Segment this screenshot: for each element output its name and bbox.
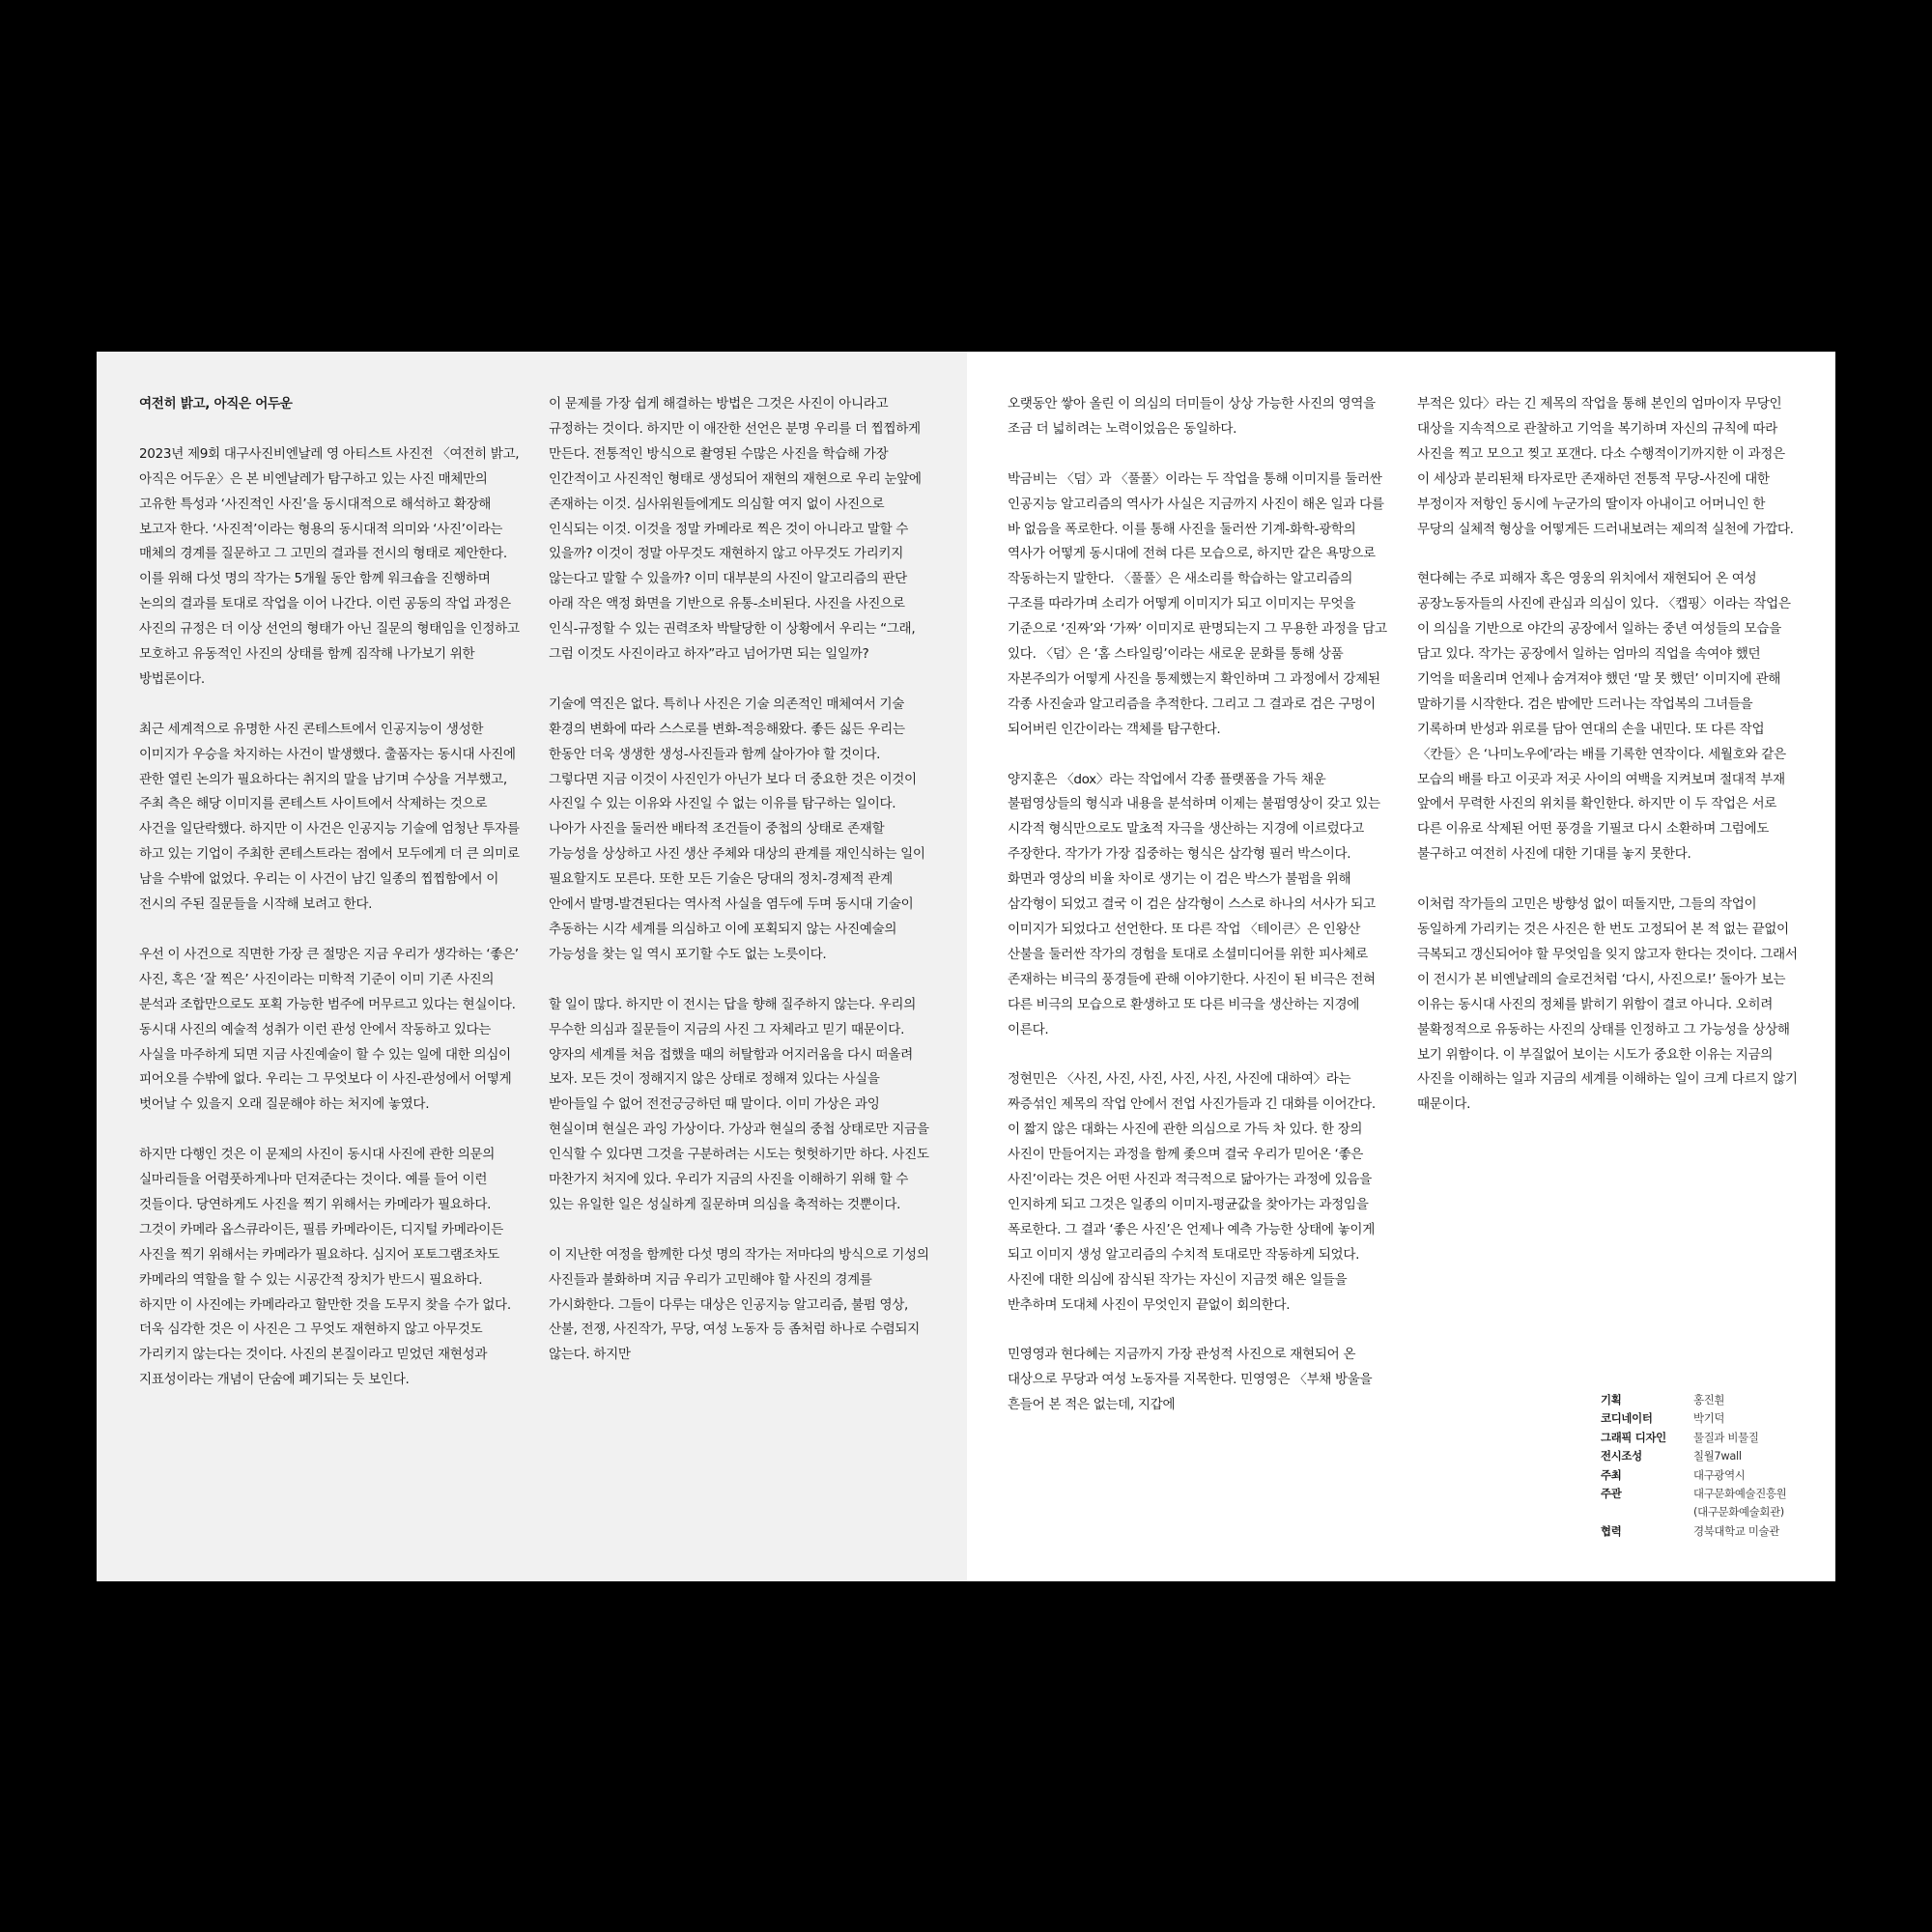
credit-name-line: 경북대학교 미술관	[1693, 1523, 1779, 1538]
credit-role: 협력	[1601, 1523, 1622, 1538]
paragraph: 이 지난한 여정을 함께한 다섯 명의 작가는 저마다의 방식으로 기성의 사진들과 불화하며 지금 우리가 고민해야 할 사진의 경계를 가시화한다. 그들이 다루는 대상은 인공지능 알고리즘, 불펌 영상, 산불, 전쟁, 사진작가, 무당, 여성 노동자 등 좀처럼 하나로 수렴되지 않는다. 하지만	[549, 1246, 929, 1363]
credit-name-line: 박기덕	[1693, 1411, 1725, 1426]
credit-row	[1601, 1409, 1813, 1428]
paragraph: 최근 세계적으로 유명한 사진 콘테스트에서 인공지능이 생성한 이미지가 우승을 차지하는 사건이 발생했다. 출품자는 동시대 사진에 관한 열린 논의가 필요하다는 취지의 말을 남기며 수상을 거부했고, 주최 측은 해당 이미지를 콘테스트 사이트에서 삭제하는 것으로 사건을 일단락했다. 하지만 이 사건은 인공지능 기술에 엄청난 투자를 하고 있는 기업이 주최한 콘테스트라는 점에서 모두에게 더 큰 의미로 남을 수밖에 없었다. 우리는 이 사건이 남긴 일종의 찝찝함에서 이 전시의 주된 질문들을 시작해 보려고 한다.	[139, 721, 520, 913]
credit-name	[1693, 1522, 1813, 1541]
paragraph: 하지만 다행인 것은 이 문제의 사진이 동시대 사진에 관한 의문의 실마리들을 어렴풋하게나마 던져준다는 것이다. 예를 들어 이런 것들이다. 당연하게도 사진을 찍기 위해서는 카메라가 필요하다. 그것이 카메라 옵스큐라이든, 필름 카메라이든, 디지털 카메라이든 사진을 찍기 위해서는 카메라가 필요하다. 심지어 포토그램조차도 카메라의 역할을 할 수 있는 시공간적 장치가 반드시 필요하다. 하지만 이 사진에는 카메라라고 할만한 것을 도무지 찾을 수가 없다. 더욱 심각한 것은 이 사진은 그 무엇도 재현하지 않고 아무것도 가리키지 않는다는 것이다. 사진의 본질이라고 믿었던 재현성과 지표성이라는 개념이 단숨에 폐기되는 듯 보인다.	[139, 1147, 511, 1388]
credit-row	[1601, 1485, 1813, 1522]
credit-row	[1601, 1522, 1813, 1541]
credit-row	[1601, 1391, 1813, 1409]
paragraph: 박금비는 〈덤〉과 〈풀풀〉이라는 두 작업을 통해 이미지를 둘러싼 인공지능 알고리즘의 역사가 사실은 지금까지 사진이 해온 일과 다를 바 없음을 폭로한다. 이를 통해 사진을 둘러싼 기계-화학-광학의 역사가 어떻게 동시대에 전혀 다른 모습으로, 하지만 같은 욕망으로 작동하는지 말한다. 〈풀풀〉은 새소리를 학습하는 알고리즘의 구조를 따라가며 소리가 어떻게 이미지가 되고 이미지는 무엇을 기준으로 ‘진짜’와 ‘가짜’ 이미지로 판명되는지 그 무용한 과정을 담고 있다. 〈덤〉은 ‘홈 스타일링’이라는 새로운 문화를 통해 상품 자본주의가 어떻게 사진을 통제했는지 확인하며 그 과정에서 강제된 각종 사진술과 알고리즘을 추적한다. 그리고 그 결과로 검은 구멍이 되어버린 인간이라는 객체를 탐구한다.	[1008, 470, 1387, 737]
credit-name	[1693, 1466, 1813, 1485]
paragraph: 부적은 있다〉라는 긴 제목의 작업을 통해 본인의 엄마이자 무당인 대상을 지속적으로 관찰하고 기억을 복기하며 자신의 규칙에 따라 사진을 찍고 모으고 찢고 포갠다. 다소 수행적이기까지한 이 과정은 이 세상과 분리된채 타자로만 존재하던 전통적 무당-사진에 대한 부정이자 저항인 동시에 누군가의 딸이자 아내이고 어머니인 한 무당의 실체적 형상을 어떻게든 드러내보려는 제의적 실천에 가깝다.	[1417, 396, 1794, 537]
text-column-1	[139, 392, 521, 1393]
credit-name-line: 물질과 비물질	[1693, 1430, 1759, 1444]
credit-role: 전시조성	[1601, 1449, 1642, 1463]
paragraph: 양지훈은 〈dox〉라는 작업에서 각종 플랫폼을 가득 채운 불펌영상들의 형식과 내용을 분석하며 이제는 불펌영상이 갖고 있는 시각적 형식만으로도 말초적 자극을 생산하는 지경에 이르렀다고 주장한다. 작가가 가장 집중하는 형식은 삼각형 필러 박스이다. 화면과 영상의 비율 차이로 생기는 이 검은 박스가 불펌을 위해 삼각형이 되었고 결국 이 검은 삼각형이 스스로 하나의 서사가 되고 이미지가 되었다고 선언한다. 또 다른 작업 〈테이큰〉은 인왕산 산불을 둘러싼 작가의 경험을 토대로 소셜미디어를 위한 피사체로 존재하는 비극의 풍경들에 관해 이야기한다. 사진이 된 비극은 전혀 다른 비극의 모습으로 환생하고 또 다른 비극을 생산하는 지경에 이른다.	[1008, 771, 1380, 1037]
credit-name	[1693, 1447, 1813, 1465]
credit-name	[1693, 1485, 1813, 1522]
text-column-2	[549, 392, 931, 1368]
credit-row	[1601, 1466, 1813, 1485]
credit-name	[1693, 1409, 1813, 1428]
credit-name	[1693, 1391, 1813, 1409]
paragraph: 우선 이 사건으로 직면한 가장 큰 절망은 지금 우리가 생각하는 ‘좋은’ 사진, 혹은 ‘잘 찍은’ 사진이라는 미학적 기준이 이미 기존 사진의 분석과 조합만으로도 포획 가능한 범주에 머무르고 있다는 현실이다. 동시대 사진의 예술적 성취가 이런 관성 안에서 작동하고 있다는 사실을 마주하게 되면 지금 사진예술이 할 수 있는 일에 대한 의심이 피어오를 수밖에 없다. 우리는 그 무엇보다 이 사진-관성에서 어떻게 벗어날 수 있을지 오래 질문해야 하는 처지에 놓였다.	[139, 946, 519, 1113]
credit-name-line: 칠월7wall	[1693, 1449, 1742, 1463]
credit-row	[1601, 1447, 1813, 1465]
paragraph: 이 문제를 가장 쉽게 해결하는 방법은 그것은 사진이 아니라고 규정하는 것이다. 하지만 이 애잔한 선언은 분명 우리를 더 찝찝하게 만든다. 전통적인 방식으로 촬영된 수많은 사진을 학습해 가장 인간적이고 사진적인 형태로 생성되어 재현의 재현으로 우리 눈앞에 존재하는 이것. 심사위원들에게도 의심할 여지 없이 사진으로 인식되는 이것. 이것을 정말 카메라로 찍은 것이 아니라고 말할 수 있을까? 이것이 정말 아무것도 재현하지 않고 아무것도 가리키지 않는다고 말할 수 있을까? 이미 대부분의 사진이 알고리즘의 판단 아래 작은 액정 화면을 기반으로 유통-소비된다. 사진을 사진으로 인식-규정할 수 있는 권력조차 박탈당한 이 상황에서 우리는 “그래, 그럼 이것도 사진이라고 하자”라고 넘어가면 되는 일일까?	[549, 396, 922, 663]
paragraph: 정현민은 〈사진, 사진, 사진, 사진, 사진, 사진에 대하여〉라는 짜증섞인 제목의 작업 안에서 전업 사진가들과 긴 대화를 이어간다. 이 짧지 않은 대화는 사진에 관한 의심으로 가득 차 있다. 한 장의 사진이 만들어지는 과정을 함께 좇으며 결국 우리가 믿어온 ‘좋은 사진’이라는 것은 어떤 사진과 적극적으로 닮아가는 과정에 있음을 인지하게 되고 그것은 일종의 이미지-평균값을 찾아가는 과정임을 폭로한다. 그 결과 ‘좋은 사진’은 언제나 예측 가능한 상태에 놓이게 되고 이미지 생성 알고리즘의 수치적 토대로만 작동하게 되었다. 사진에 대한 의심에 잠식된 작가는 자신이 지금껏 해온 일들을 반추하며 도대체 사진이 무엇인지 끝없이 회의한다.	[1008, 1071, 1376, 1313]
credit-role: 코디네이터	[1601, 1411, 1653, 1426]
credit-name	[1693, 1429, 1813, 1447]
credit-role: 기획	[1601, 1393, 1622, 1406]
paragraph: 민영영과 현다혜는 지금까지 가장 관성적 사진으로 재현되어 온 대상으로 무당과 여성 노동자를 지목한다. 민영영은 〈부채 방울을 흔들어 본 적은 없는데, 지갑에	[1008, 1347, 1373, 1413]
paragraph: 2023년 제9회 대구사진비엔날레 영 아티스트 사진전 〈여전히 밝고, 아직은 어두운〉은 본 비엔날레가 탐구하고 있는 사진 매체만의 고유한 특성과 ‘사진적인 사진’을 동시대적으로 해석하고 확장해 보고자 한다. ‘사진적’이라는 형용의 동시대적 의미와 ‘사진’이라는 매체의 경계를 질문하고 그 고민의 결과를 전시의 형태로 제안한다. 이를 위해 다섯 명의 작가는 5개월 동안 함께 워크숍을 진행하며 논의의 결과를 토대로 작업을 이어 나간다. 이런 공동의 작업 과정은 사진의 규정은 더 이상 선언의 형태가 아닌 질문의 형태임을 인정하고 모호하고 유동적인 사진의 상태를 함께 짐작해 나가보기 위한 방법론이다.	[139, 445, 520, 687]
credit-name-line: 대구광역시	[1693, 1467, 1746, 1482]
article-title: 여전히 밝고, 아직은 어두운	[139, 396, 293, 412]
text-column-4	[1417, 392, 1799, 1118]
paragraph: 현다혜는 주로 피해자 혹은 영웅의 위치에서 재현되어 온 여성 공장노동자들의 사진에 관심과 의심이 있다. 〈캡핑〉이라는 작업은 이 의심을 기반으로 야간의 공장에서 일하는 중년 여성들의 모습을 담고 있다. 작가는 공장에서 일하는 엄마의 직업을 속여야 했던 기억을 떠올리며 언제나 숨겨져야 했던 ‘말 못 했던’ 이미지에 관해 말하기를 시작한다. 검은 밤에만 드러나는 작업복의 그녀들을 기록하며 반성과 위로를 담아 연대의 손을 내민다. 또 다른 작업 〈칸들〉은 ‘나미노우에’라는 배를 기록한 연작이다. 세월호와 같은 모습의 배를 타고 이곳과 저곳 사이의 여백을 지켜보며 절대적 부재 앞에서 무력한 사진의 위치를 확인한다. 하지만 이 두 작업은 서로 다른 이유로 삭제된 어떤 풍경을 기필코 다시 소환하며 그럼에도 불구하고 여전히 사진에 대한 기대를 놓지 못한다.	[1417, 571, 1791, 863]
credits-block	[1601, 1391, 1813, 1541]
credit-role: 주최	[1601, 1467, 1622, 1482]
credit-name-line: 홍진훤	[1693, 1393, 1725, 1406]
paragraph: 기술에 역진은 없다. 특히나 사진은 기술 의존적인 매체여서 기술 환경의 변화에 따라 스스로를 변화-적응해왔다. 좋든 싫든 우리는 한동안 더욱 생생한 생성-사진들과 함께 살아가야 할 것이다. 그렇다면 지금 이것이 사진인가 아닌가 보다 더 중요한 것은 이것이 사진일 수 있는 이유와 사진일 수 없는 이유를 탐구하는 일이다. 나아가 사진을 둘러싼 배타적 조건들이 중첩의 상태로 존재할 가능성을 상상하고 사진 생산 주체와 대상의 관계를 재인식하는 일이 필요할지도 모른다. 또한 모든 기술은 당대의 정치-경제적 관계 안에서 발명-발견된다는 역사적 사실을 염두에 두며 동시대 기술이 추동하는 시각 세계를 의심하고 이에 포획되지 않는 사진예술의 가능성을 찾는 일 역시 포기할 수도 없는 노릇이다.	[549, 696, 925, 962]
credit-name-line: (대구문화예술회관)	[1693, 1505, 1784, 1520]
paragraph: 할 일이 많다. 하지만 이 전시는 답을 향해 질주하지 않는다. 우리의 무수한 의심과 질문들이 지금의 사진 그 자체라고 믿기 때문이다. 양자의 세계를 처음 접했을 때의 허탈함과 어지러움을 다시 떠올려 보자. 모든 것이 정해지지 않은 상태로 정해져 있다는 사실을 받아들일 수 없어 전전긍긍하던 때 말이다. 이미 가상은 과잉 현실이며 현실은 과잉 가상이다. 가상과 현실의 중첩 상태로만 지금을 인식할 수 있다면 그것을 구분하려는 시도는 헛헛하기만 하다. 사진도 마찬가지 처지에 있다. 우리가 지금의 사진을 이해하기 위해 할 수 있는 유일한 일은 성실하게 질문하며 의심을 축적하는 것뿐이다.	[549, 996, 929, 1212]
paragraph: 이처럼 작가들의 고민은 방향성 없이 떠돌지만, 그들의 작업이 동일하게 가리키는 것은 사진은 한 번도 고정되어 본 적 없는 끝없이 극복되고 갱신되어야 할 무엇임을 잊지 않고자 한다는 것이다. 그래서 이 전시가 본 비엔날레의 슬로건처럼 ‘다시, 사진으로!’ 돌아가 보는 이유는 동시대 사진의 정체를 밝히기 위함이 결코 아니다. 오히려 불확정적으로 유동하는 사진의 상태를 인정하고 그 가능성을 상상해 보기 위함이다. 이 부질없어 보이는 시도가 중요한 이유는 지금의 사진을 이해하는 일과 지금의 세계를 이해하는 일이 크게 다르지 않기 때문이다.	[1417, 896, 1798, 1113]
paragraph: 오랫동안 쌓아 올린 이 의심의 더미들이 상상 가능한 사진의 영역을 조금 더 넓히려는 노력이었음은 동일하다.	[1008, 396, 1376, 437]
text-column-3	[1008, 392, 1390, 1418]
credit-role: 주관	[1601, 1487, 1622, 1501]
credit-name-line: 대구문화예술진흥원	[1693, 1487, 1787, 1501]
credit-row	[1601, 1429, 1813, 1447]
credit-role: 그래픽 디자인	[1601, 1430, 1666, 1444]
